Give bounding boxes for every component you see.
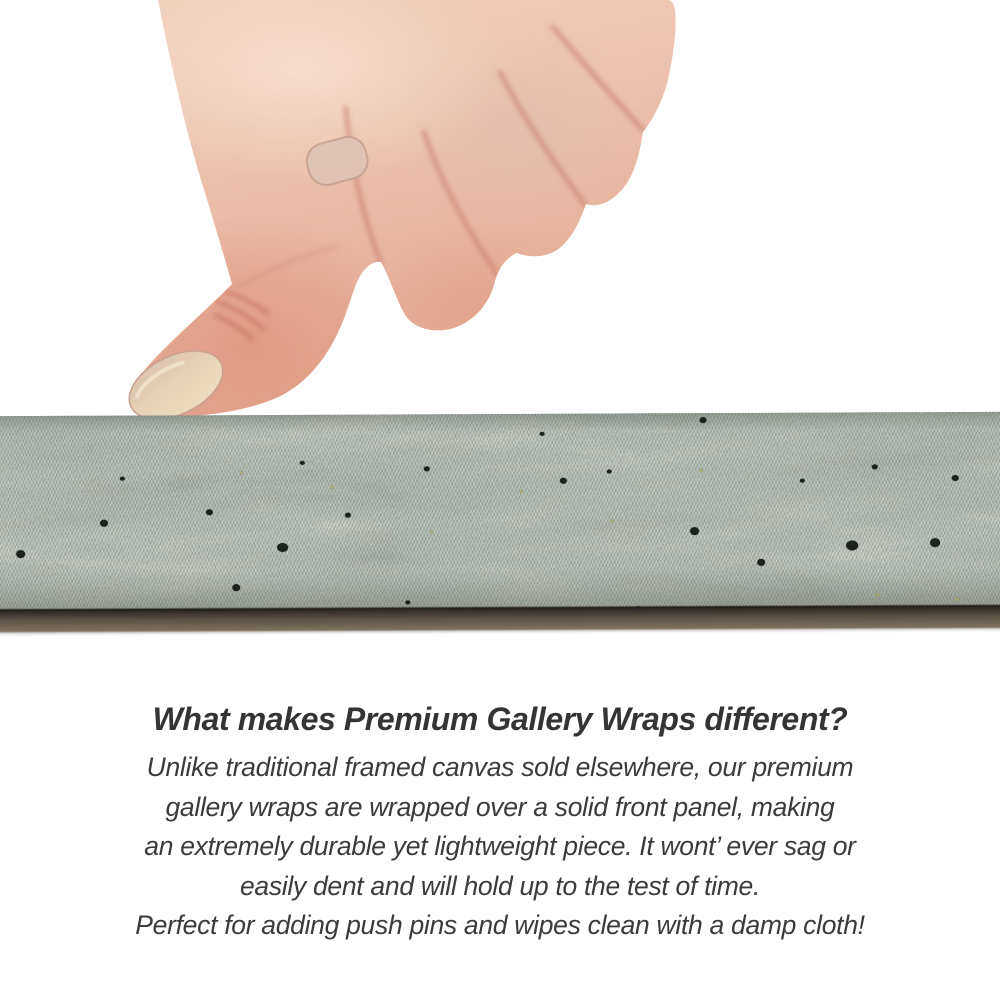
canvas-speck xyxy=(120,477,125,481)
canvas-speck xyxy=(700,417,707,423)
canvas-speck xyxy=(872,464,878,469)
canvas-speck xyxy=(955,598,959,601)
canvas-speck xyxy=(540,432,545,436)
canvas-strip xyxy=(0,412,1000,632)
canvas-speck xyxy=(232,584,240,591)
canvas-speck xyxy=(757,559,765,566)
canvas-speck xyxy=(690,527,699,535)
body-line: Perfect for adding push pins and wipes clean with a damp cloth! xyxy=(135,910,865,940)
canvas-speck xyxy=(277,543,288,552)
canvas-speck xyxy=(345,513,351,518)
canvas-speck xyxy=(240,471,243,474)
body-line: an extremely durable yet lightweight piece. It wont’ ever sag or xyxy=(144,831,856,861)
heading: What makes Premium Gallery Wraps different? xyxy=(152,701,848,737)
canvas-speck xyxy=(952,475,959,481)
canvas-speck xyxy=(520,490,523,493)
canvas-speck xyxy=(610,520,613,523)
canvas-speck xyxy=(300,461,305,465)
canvas-speck xyxy=(424,466,430,471)
canvas-speck xyxy=(560,478,567,484)
canvas-speck xyxy=(206,509,213,515)
body-line: easily dent and will hold up to the test of time. xyxy=(239,870,761,901)
canvas-speck xyxy=(430,530,433,533)
canvas-speck xyxy=(800,479,805,483)
canvas-speck xyxy=(846,540,858,550)
body-line: Unlike traditional framed canvas sold elsewhere, our premium xyxy=(146,752,854,782)
text-block xyxy=(0,701,1000,946)
canvas-speck xyxy=(875,593,879,596)
canvas-speck xyxy=(100,520,108,527)
hand-photo xyxy=(0,0,690,420)
canvas-bottom-edge xyxy=(0,605,1000,632)
canvas-speck xyxy=(16,550,25,558)
body-line: gallery wraps are wrapped over a solid front panel, making xyxy=(165,791,835,822)
canvas-speck xyxy=(330,486,334,489)
canvas-speck xyxy=(930,538,940,547)
canvas-speck xyxy=(607,470,612,474)
canvas-speck xyxy=(700,469,703,472)
hand-illustration xyxy=(0,0,690,420)
canvas-holes xyxy=(0,412,1000,632)
canvas-speck xyxy=(405,600,410,604)
